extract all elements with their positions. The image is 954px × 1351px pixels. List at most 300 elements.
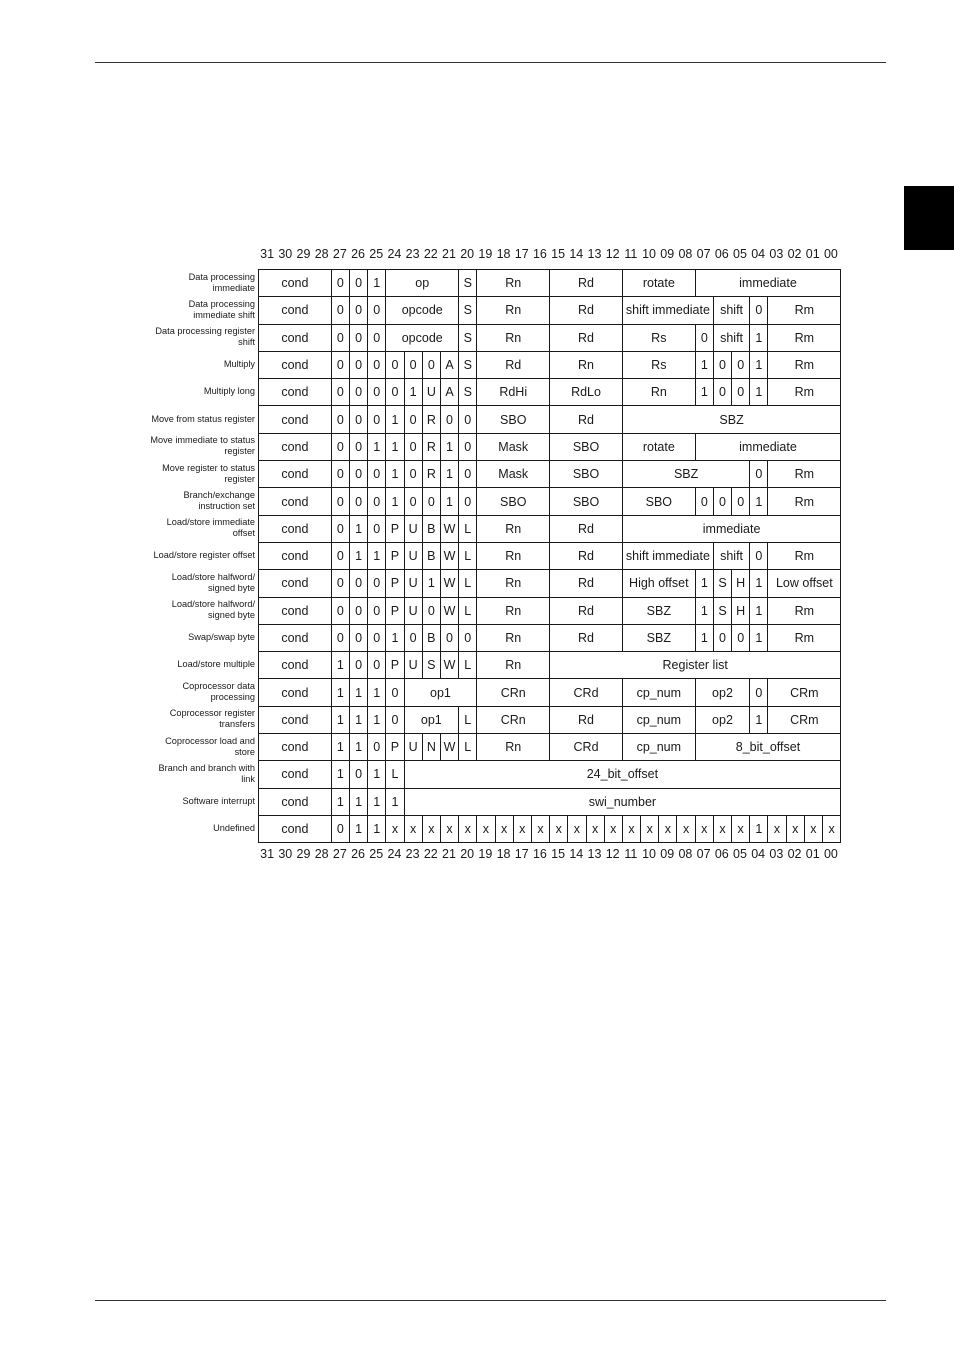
encoding-field: 0: [368, 379, 386, 406]
encoding-field: 1: [440, 433, 458, 460]
encoding-field: 1: [750, 351, 768, 378]
bit-number: 10: [642, 247, 656, 261]
encoding-field: x: [695, 815, 713, 842]
row-label-line: link: [241, 774, 255, 785]
row-label: [115, 378, 255, 405]
encoding-field: 0: [459, 624, 477, 651]
encoding-field: U: [404, 542, 422, 569]
encoding-field: 0: [713, 351, 731, 378]
encoding-field: cp_num: [622, 679, 695, 706]
encoding-field: cond: [259, 433, 332, 460]
bit-number: 01: [805, 247, 820, 261]
encoding-field: 0: [331, 297, 349, 324]
bit-number: 19: [478, 847, 493, 861]
encoding-field: op: [386, 270, 459, 297]
encoding-field: 0: [349, 270, 367, 297]
encoding-field: 0: [750, 297, 768, 324]
row-label-line: processing: [210, 692, 255, 703]
encoding-field: 0: [349, 761, 367, 788]
encoding-row: [259, 433, 841, 460]
row-label-line: Load/store immediate: [166, 517, 255, 528]
encoding-field: Rn: [477, 542, 550, 569]
row-label: [115, 515, 255, 542]
encoding-field: SBO: [550, 433, 623, 460]
encoding-field: 1: [349, 815, 367, 842]
encoding-field: 1: [349, 542, 367, 569]
encoding-field: SBO: [550, 461, 623, 488]
encoding-field: Rm: [768, 297, 841, 324]
encoding-field: x: [641, 815, 659, 842]
encoding-field: x: [713, 815, 731, 842]
encoding-row: [259, 379, 841, 406]
bit-number: 18: [496, 847, 511, 861]
encoding-field: 1: [331, 679, 349, 706]
encoding-field: cond: [259, 679, 332, 706]
row-label-line: Coprocessor data: [182, 681, 255, 692]
row-label-line: register: [224, 446, 255, 457]
encoding-field: Mask: [477, 461, 550, 488]
encoding-field: 1: [386, 788, 404, 815]
encoding-field: W: [440, 734, 458, 761]
encoding-field: x: [531, 815, 549, 842]
encoding-field: x: [440, 815, 458, 842]
encoding-field: SBO: [477, 406, 550, 433]
encoding-field: Rn: [477, 597, 550, 624]
bit-number: 28: [314, 247, 329, 261]
encoding-field: 0: [368, 461, 386, 488]
row-label: [115, 569, 255, 596]
encoding-field: Rn: [477, 297, 550, 324]
encoding-row: [259, 351, 841, 378]
encoding-field: 1: [331, 734, 349, 761]
encoding-field: Rm: [768, 624, 841, 651]
encoding-field: x: [604, 815, 622, 842]
encoding-field: Rn: [477, 624, 550, 651]
encoding-field: 1: [386, 624, 404, 651]
row-label-line: Branch/exchange: [183, 490, 255, 501]
encoding-field: shift: [713, 324, 749, 351]
encoding-field: 0: [459, 461, 477, 488]
encoding-field: 0: [422, 351, 440, 378]
encoding-field: N: [422, 734, 440, 761]
bit-number: 29: [296, 847, 311, 861]
encoding-field: 0: [404, 406, 422, 433]
row-label-line: Load/store halfword/: [171, 571, 255, 582]
bit-number: 02: [787, 847, 802, 861]
encoding-field: H: [732, 597, 750, 624]
encoding-field: Rm: [768, 597, 841, 624]
encoding-field: L: [459, 515, 477, 542]
bit-number: 02: [787, 247, 802, 261]
encoding-field: 1: [368, 270, 386, 297]
encoding-field: U: [404, 734, 422, 761]
encoding-field: 1: [404, 379, 422, 406]
encoding-field: cond: [259, 379, 332, 406]
encoding-field: rotate: [622, 270, 695, 297]
row-label: [115, 788, 255, 815]
encoding-field: Rd: [550, 542, 623, 569]
encoding-field: 0: [386, 679, 404, 706]
encoding-field: 0: [331, 379, 349, 406]
footer-rule: [95, 1300, 886, 1301]
encoding-field: L: [459, 542, 477, 569]
encoding-field: 1: [750, 488, 768, 515]
row-label: [115, 706, 255, 733]
bit-number: 17: [514, 847, 529, 861]
bit-number: 20: [460, 847, 475, 861]
encoding-field: 0: [732, 488, 750, 515]
row-label-line: store: [234, 746, 255, 757]
encoding-field: High offset: [622, 570, 695, 597]
bit-number: 21: [442, 247, 456, 261]
encoding-row: [259, 597, 841, 624]
encoding-field: R: [422, 406, 440, 433]
bit-number: 23: [405, 247, 420, 261]
encoding-field: x: [586, 815, 604, 842]
bit-number: 08: [678, 247, 693, 261]
encoding-row: [259, 488, 841, 515]
encoding-field: 0: [349, 488, 367, 515]
encoding-field: Rn: [477, 734, 550, 761]
encoding-field: S: [713, 570, 731, 597]
encoding-row: [259, 270, 841, 297]
encoding-field: 0: [732, 624, 750, 651]
encoding-field: 1: [331, 788, 349, 815]
row-label-line: signed byte: [208, 610, 255, 621]
encoding-row: [259, 788, 841, 815]
row-label: [115, 815, 255, 842]
encoding-field: S: [459, 351, 477, 378]
encoding-field: Mask: [477, 433, 550, 460]
encoding-field: 1: [349, 734, 367, 761]
encoding-field: 0: [404, 624, 422, 651]
encoding-field: 0: [349, 324, 367, 351]
row-label: [115, 460, 255, 487]
row-label-line: Data processing: [188, 271, 255, 282]
encoding-field: 0: [368, 324, 386, 351]
bit-number: 20: [460, 247, 475, 261]
encoding-field: 1: [695, 597, 713, 624]
encoding-field: 24_bit_offset: [404, 761, 841, 788]
bit-number: 10: [642, 847, 656, 861]
encoding-field: 1: [750, 379, 768, 406]
encoding-field: 1: [386, 461, 404, 488]
encoding-field: Rd: [550, 597, 623, 624]
bit-number: 05: [733, 247, 747, 261]
encoding-field: op1: [404, 706, 459, 733]
encoding-field: Rn: [477, 270, 550, 297]
encoding-field: P: [386, 652, 404, 679]
encoding-field: W: [440, 515, 458, 542]
encoding-row: [259, 761, 841, 788]
encoding-field: op2: [695, 706, 750, 733]
row-label-line: Coprocessor load and: [165, 735, 255, 746]
encoding-field: 0: [349, 597, 367, 624]
bit-number: 14: [569, 847, 584, 861]
encoding-field: A: [440, 379, 458, 406]
bit-number: 03: [769, 847, 784, 861]
encoding-field: 1: [368, 788, 386, 815]
row-label-line: Load/store register offset: [153, 550, 255, 561]
bit-number: 13: [587, 847, 602, 861]
row-label: [115, 296, 255, 323]
encoding-field: 0: [750, 679, 768, 706]
bit-number: 31: [260, 847, 275, 861]
encoding-field: x: [622, 815, 640, 842]
bit-number: 22: [423, 847, 438, 861]
encoding-field: Rn: [622, 379, 695, 406]
encoding-field: 0: [368, 734, 386, 761]
encoding-field: cond: [259, 351, 332, 378]
encoding-field: 0: [459, 406, 477, 433]
encoding-field: cond: [259, 570, 332, 597]
encoding-field: 0: [368, 570, 386, 597]
encoding-field: CRm: [768, 706, 841, 733]
encoding-field: U: [404, 515, 422, 542]
encoding-field: L: [459, 734, 477, 761]
encoding-field: x: [477, 815, 495, 842]
encoding-row: [259, 542, 841, 569]
encoding-field: 0: [750, 542, 768, 569]
header-rule: [95, 62, 886, 63]
encoding-row: [259, 324, 841, 351]
encoding-field: 1: [440, 488, 458, 515]
encoding-field: shift immediate: [622, 542, 713, 569]
row-label-line: Branch and branch with: [158, 763, 255, 774]
bit-number: 06: [714, 247, 729, 261]
encoding-field: 1: [440, 461, 458, 488]
bit-number: 04: [751, 847, 766, 861]
encoding-field: 1: [750, 324, 768, 351]
encoding-field: 0: [695, 488, 713, 515]
encoding-field: Rd: [550, 570, 623, 597]
encoding-field: 0: [349, 406, 367, 433]
encoding-field: W: [440, 542, 458, 569]
encoding-field: 1: [368, 679, 386, 706]
encoding-field: R: [422, 433, 440, 460]
bit-number: 01: [805, 847, 820, 861]
encoding-field: S: [713, 597, 731, 624]
encoding-field: 1: [368, 542, 386, 569]
row-label-line: shift: [238, 337, 255, 348]
encoding-row: [259, 297, 841, 324]
bit-number: 26: [351, 247, 365, 261]
bit-number: 18: [496, 247, 511, 261]
row-label-line: transfers: [219, 719, 255, 730]
row-label: [115, 597, 255, 624]
encoding-field: P: [386, 570, 404, 597]
encoding-field: 1: [368, 706, 386, 733]
encoding-row: [259, 652, 841, 679]
encoding-field: H: [732, 570, 750, 597]
encoding-field: immediate: [695, 270, 841, 297]
encoding-row: [259, 734, 841, 761]
encoding-field: Rm: [768, 379, 841, 406]
row-label: [115, 487, 255, 514]
encoding-field: 0: [459, 488, 477, 515]
row-label: [115, 624, 255, 651]
bit-number: 30: [278, 247, 293, 261]
bit-number: 09: [660, 847, 675, 861]
encoding-field: 0: [349, 570, 367, 597]
encoding-field: x: [732, 815, 750, 842]
encoding-field: P: [386, 734, 404, 761]
encoding-field: 0: [331, 433, 349, 460]
encoding-field: x: [804, 815, 822, 842]
encoding-field: op1: [404, 679, 477, 706]
encoding-field: 0: [368, 351, 386, 378]
encoding-field: 0: [368, 652, 386, 679]
encoding-field: CRn: [477, 679, 550, 706]
encoding-field: 0: [732, 351, 750, 378]
encoding-field: 0: [368, 297, 386, 324]
encoding-field: U: [404, 597, 422, 624]
encoding-field: 1: [695, 379, 713, 406]
encoding-field: RdHi: [477, 379, 550, 406]
row-label: [115, 651, 255, 678]
encoding-field: 1: [349, 515, 367, 542]
encoding-field: SBZ: [622, 461, 749, 488]
encoding-field: 0: [331, 515, 349, 542]
encoding-field: Rn: [550, 351, 623, 378]
encoding-field: B: [422, 542, 440, 569]
encoding-field: 0: [440, 624, 458, 651]
encoding-field: Rd: [550, 706, 623, 733]
bit-number: 27: [332, 847, 347, 861]
encoding-field: cond: [259, 706, 332, 733]
row-label-line: Multiply: [223, 359, 255, 370]
encoding-field: L: [459, 570, 477, 597]
encoding-field: 0: [695, 324, 713, 351]
encoding-field: x: [495, 815, 513, 842]
encoding-field: S: [459, 270, 477, 297]
encoding-field: S: [459, 324, 477, 351]
encoding-field: 0: [386, 379, 404, 406]
bit-number: 21: [442, 847, 456, 861]
encoding-field: x: [404, 815, 422, 842]
encoding-field: Rm: [768, 351, 841, 378]
row-label: [115, 351, 255, 378]
encoding-field: 0: [349, 624, 367, 651]
row-label: [115, 324, 255, 351]
bit-number: 13: [587, 247, 602, 261]
encoding-field: cond: [259, 542, 332, 569]
encoding-field: Rd: [550, 270, 623, 297]
bit-number: 25: [369, 847, 384, 861]
encoding-field: 0: [349, 351, 367, 378]
encoding-field: rotate: [622, 433, 695, 460]
encoding-field: cond: [259, 488, 332, 515]
bit-number: 24: [387, 247, 402, 261]
encoding-field: x: [823, 815, 841, 842]
encoding-field: W: [440, 597, 458, 624]
encoding-field: 0: [331, 270, 349, 297]
bit-number: 30: [278, 847, 293, 861]
bit-number: 12: [605, 247, 620, 261]
encoding-field: 0: [386, 706, 404, 733]
row-label-line: Move from status register: [151, 413, 255, 424]
encoding-field: Rn: [477, 324, 550, 351]
encoding-field: 1: [331, 706, 349, 733]
bit-number: 25: [369, 247, 384, 261]
encoding-field: x: [568, 815, 586, 842]
encoding-field: 0: [368, 515, 386, 542]
bit-number: 04: [751, 247, 766, 261]
encoding-field: 1: [349, 788, 367, 815]
encoding-field: SBO: [622, 488, 695, 515]
encoding-field: x: [386, 815, 404, 842]
encoding-field: R: [422, 461, 440, 488]
encoding-row: [259, 706, 841, 733]
encoding-field: B: [422, 624, 440, 651]
bit-number: 26: [351, 847, 365, 861]
encoding-field: 1: [750, 815, 768, 842]
bit-number: 15: [551, 847, 566, 861]
encoding-field: 0: [713, 624, 731, 651]
encoding-field: 0: [713, 379, 731, 406]
encoding-row: [259, 679, 841, 706]
bit-number: 11: [624, 847, 638, 861]
encoding-field: Rd: [550, 406, 623, 433]
row-label-line: Coprocessor register: [169, 708, 255, 719]
encoding-field: 1: [368, 433, 386, 460]
encoding-field: Rn: [477, 652, 550, 679]
encoding-field: L: [459, 652, 477, 679]
row-label: [115, 733, 255, 760]
encoding-field: x: [768, 815, 786, 842]
encoding-row: [259, 461, 841, 488]
encoding-field: 1: [386, 433, 404, 460]
encoding-field: CRd: [550, 679, 623, 706]
bit-number: 22: [423, 247, 438, 261]
encoding-field: Rm: [768, 542, 841, 569]
encoding-field: 0: [732, 379, 750, 406]
bit-number: 17: [514, 247, 529, 261]
encoding-field: cond: [259, 734, 332, 761]
encoding-field: Rs: [622, 324, 695, 351]
encoding-field: 0: [349, 461, 367, 488]
row-label-line: immediate: [212, 282, 255, 293]
encoding-field: shift: [713, 297, 749, 324]
row-label-line: register: [224, 473, 255, 484]
encoding-field: 0: [368, 488, 386, 515]
encoding-field: SBZ: [622, 406, 840, 433]
encoding-field: P: [386, 515, 404, 542]
row-label-line: Load/store multiple: [177, 659, 255, 670]
row-label-line: Swap/swap byte: [188, 632, 255, 643]
encoding-field: 0: [331, 461, 349, 488]
encoding-field: 0: [331, 624, 349, 651]
encoding-field: op2: [695, 679, 750, 706]
row-label-line: Software interrupt: [182, 795, 255, 806]
encoding-row: [259, 406, 841, 433]
row-label-line: Undefined: [213, 823, 255, 834]
encoding-field: W: [440, 570, 458, 597]
encoding-field: shift: [713, 542, 749, 569]
encoding-field: cp_num: [622, 734, 695, 761]
bit-number: 16: [532, 847, 547, 861]
row-label-line: Data processing register: [155, 326, 255, 337]
encoding-field: 0: [422, 488, 440, 515]
encoding-field: cond: [259, 652, 332, 679]
encoding-field: U: [422, 379, 440, 406]
chapter-thumb-tab: [904, 186, 954, 250]
encoding-field: 1: [368, 761, 386, 788]
encoding-field: 1: [422, 570, 440, 597]
encoding-field: cond: [259, 761, 332, 788]
instruction-encoding-table: [258, 269, 841, 843]
encoding-field: swi_number: [404, 788, 841, 815]
